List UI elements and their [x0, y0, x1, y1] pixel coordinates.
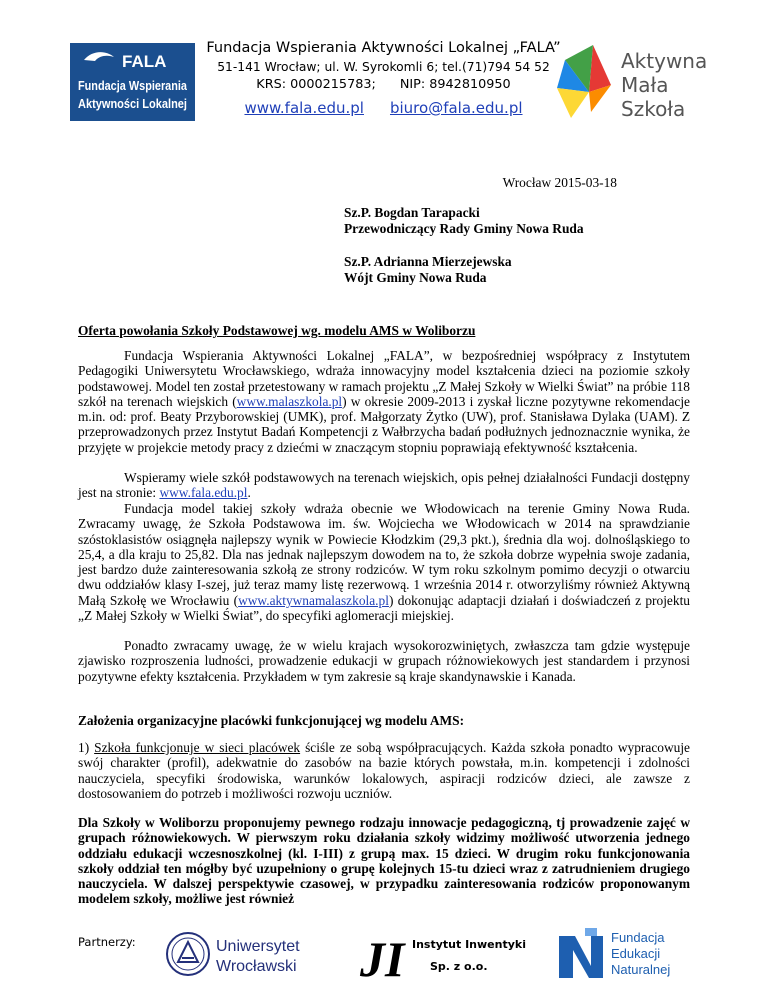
recipient-2-name: Sz.P. Adrianna Mierzejewska: [344, 254, 512, 269]
header-krs: KRS: 0000215783;: [256, 77, 376, 92]
recipient-2-role: Wójt Gminy Nowa Ruda: [344, 270, 487, 285]
fala-logo-line2: Aktywności Lokalnej: [78, 96, 187, 111]
letter-date: Wrocław 2015-03-18: [502, 175, 617, 190]
recipient-1-role: Przewodniczący Rady Gminy Nowa Ruda: [344, 221, 584, 236]
fala-logo-brand: FALA: [122, 52, 167, 71]
header-links: [205, 99, 562, 117]
fala-logo-line1: Fundacja Wspierania: [78, 78, 188, 93]
header-registration: [205, 77, 562, 92]
section-heading: Założenia organizacyjne placówki funkcjonującej wg modelu AMS:: [78, 713, 465, 728]
ams-logo: [555, 40, 715, 125]
partners-label: Partnerzy:: [78, 935, 136, 949]
fen-logo-line2: Edukacji: [611, 946, 661, 961]
uwr-logo-line2: Wrocławski: [216, 958, 297, 975]
ii-logo-line2: Sp. z o.o.: [430, 960, 488, 973]
ii-logo: [360, 924, 530, 987]
fen-logo-line3: Naturalnej: [611, 962, 671, 977]
recipient-1-name: Sz.P. Bogdan Tarapacki: [344, 205, 480, 220]
fala-site-link[interactable]: www.fala.edu.pl: [159, 485, 248, 501]
paragraph-proposal: Dla Szkoły w Woliborzu proponujemy pewnego rodzaju innowacje pedagogiczną, tj prowadzenie zajęć w grupach różnowiekowych. W pierwszym roku działania szkoły widzimy możliwość utworzenia jednego oddziału edukacji wczesnoszkolnej (kl. I-III) z grupą max. 15 dzieci. W drugim roku funkcjonowania szkoły oddział ten mógłby być uzupełniony o grupę kolejnych 15-tu dzieci wraz z zatrudnieniem drugiego nauczyciela. W dalszej perspektywie czasowej, w przypadku zainteresowania rodziców proponowanym modelem szkoły, możliwe jest również: [78, 815, 690, 907]
university-seal-icon: [167, 933, 209, 975]
fen-logo-line1: Fundacja: [611, 930, 665, 945]
header-title: Fundacja Wspierania Aktywności Lokalnej „FALA”: [206, 40, 561, 56]
letter-subject: Oferta powołania Szkoły Podstawowej wg. modelu AMS w Woliborzu: [78, 323, 476, 338]
fen-monogram-icon: [559, 928, 603, 978]
aktywnamalaszkola-link[interactable]: www.aktywnamalaszkola.pl: [238, 592, 389, 608]
uwr-logo: [166, 924, 300, 984]
header-address: 51-141 Wrocław; ul. W. Syrokomli 6; tel.(71)794 54 52: [217, 60, 550, 74]
uwr-logo-line1: Uniwersytet: [216, 938, 300, 955]
email-link[interactable]: biuro@fala.edu.pl: [389, 99, 523, 117]
ams-logo-line3: Szkoła: [621, 97, 686, 121]
pencil-icon: [557, 45, 611, 118]
paragraph-abroad: Ponadto zwracamy uwagę, że w wielu krajach wysokorozwiniętych, zwłaszcza tam gdzie występuje zjawisko rozproszenia ludności, prowadzenie edukacji w grupach różnowiekowych jest standardem i przynosi pozytywne efekty kształcenia. Przykładem w tym zakresie są kraje skandynawskie i Kanada.: [78, 638, 690, 684]
fala-logo: [70, 43, 195, 121]
ams-logo-line1: Aktywna: [621, 49, 708, 73]
paragraph-support: Wspieramy wiele szkół podstawowych na terenach wiejskich, opis pełnej działalności Fundacji dostępny jest na stronie: www.fala.edu.pl.: [78, 470, 690, 501]
ams-logo-line2: Mała: [621, 73, 669, 97]
paragraph-intro: Fundacja Wspierania Aktywności Lokalnej „FALA”, w bezpośredniej współpracy z Instytutem Pedagogiki Uniwersytetu Wrocławskiego, wdraża innowacyjny model kształcenia dzieci na poziomie szkoły podstawowej. Model ten został przetestowany w ramach projektu „Z Małej Szkoły w Wielki Świat” na próbie 118 szkół na terenach wiejskich (www.malaszkola.pl) w okresie 2009-2013 i zyskał liczne pozytywne rekomendacje m.in. od: prof. Beaty Przyborowskiej (UMK), prof. Małgorzaty Żytko (UW), prof. Stanisława Dylaka (UAM). Z przeprowadzonych przez Instytut Badań Kompetencji z Wałbrzycha badań podłużnych jednoznacznie wynika, że przyjęte w projekcie metody pracy z dziećmi w znaczącym stopniu poprawiają efektywność kształcenia.: [78, 348, 690, 455]
website-link[interactable]: www.fala.edu.pl: [244, 99, 364, 117]
ii-logo-monogram: JI: [360, 931, 405, 987]
paragraph-wlodowice: Fundacja model takiej szkoły wdraża obecnie we Włodowicach na terenie Gminy Nowa Ruda. Zwracamy uwagę, że Szkoła Podstawowa im. św. Wojciecha we Włodowicach w 2014 na sprawdzianie szóstoklasistów osiągnęła najlepszy wynik w Powiecie Kłodzkim (29,3 pkt.), średnia dla woj. dolnośląskiego to 25,4, a dla kraju to 25,82. Dla nas jednak najlepszym dowodem na to, że szkoła dobrze wypełnia swoje zadania, jest bardzo duże zainteresowania szkołą ze strony rodziców. W tym roku szkolnym pomimo decyzji o otwarciu dwu oddziałów klasy I-szej, już teraz mamy listę rezerwową. 1 września 2014 r. otworzyliśmy również Aktywną Małą Szkołę we Wrocławiu (www.aktywnamalaszkola.pl) dokonując adaptacji działań i doświadczeń z projektu „Z Małej Szkoły w Wielki Świat”, do specyfiki aglomeracji miejskiej.: [78, 501, 690, 624]
ii-logo-line1: Instytut Inwentyki: [412, 938, 526, 951]
header-nip: NIP: 8942810950: [399, 77, 511, 92]
fen-logo: [553, 922, 673, 984]
point-1: 1) Szkoła funkcjonuje w sieci placówek ściśle ze sobą współpracujących. Każda szkoła ponadto wypracowuje swój charakter (profil), adekwatnie do zasobów na bazie których powstała, m.in. kompetencji i zdolności nauczyciela, specyfiki środowiska, warunków lokalowych, aspiracji rodziców dzieci, ale zawsze z dostosowaniem do potrzeb i możliwości rozwoju uczniów.: [78, 740, 690, 801]
malaszkola-link[interactable]: www.malaszkola.pl: [236, 393, 343, 409]
